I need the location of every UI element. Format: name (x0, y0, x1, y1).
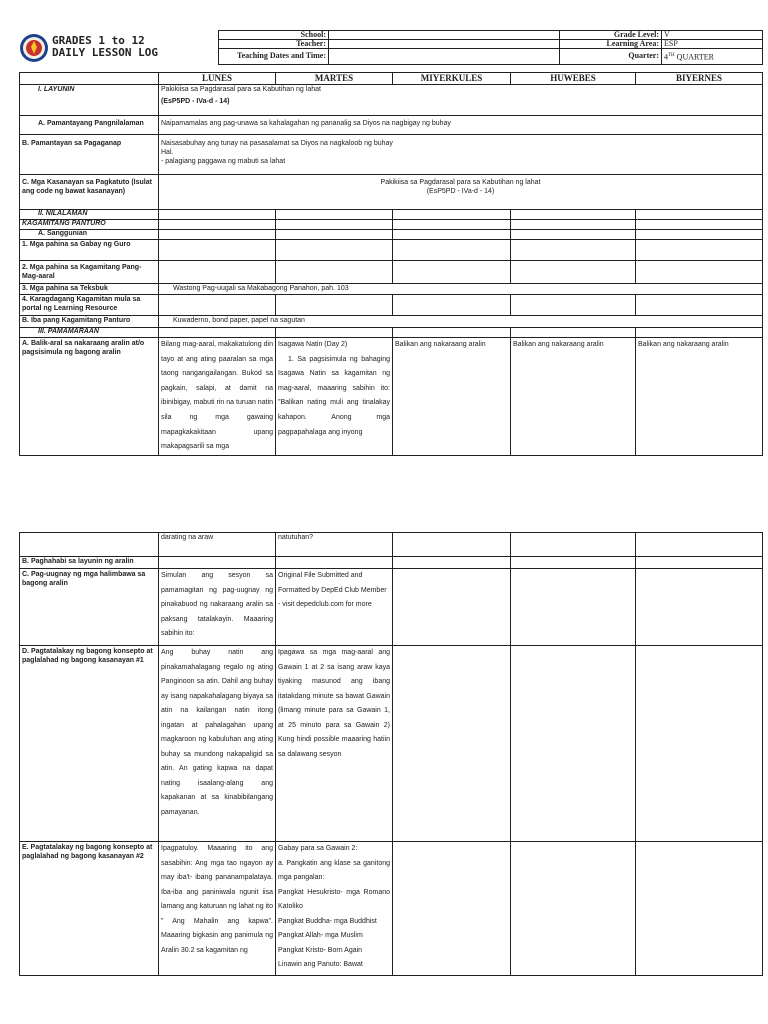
school-field[interactable] (329, 31, 560, 40)
grade-level-label: Grade Level: (560, 31, 662, 40)
row-pamantayang-label: A. Pamantayang Pangnilalaman (20, 116, 159, 135)
row-talakay-2-label: E. Pagtatalakay ng bagong konsepto at paglalahad ng bagong kasanayan #2 (20, 842, 159, 976)
row-teksbuk-label: 3. Mga pahina sa Teksbuk (20, 284, 159, 295)
row-kasanayan-label: C. Mga Kasanayan sa Pagkatuto (Isulat ang code ng bawat kasanayan) (20, 175, 159, 210)
row-sanggunian-label: A. Sanggunian (20, 230, 159, 240)
row-pamantayang-content: Naipamamalas ang pag-unawa sa kahalagahan ng pananalig sa Diyos na nagbigay ng buhay (159, 116, 763, 135)
row-gabay-label: 1. Mga pahina sa Gabay ng Guro (20, 240, 159, 261)
row-iba-label: B. Iba pang Kagamitang Panturo (20, 316, 159, 328)
quarter-label: Quarter: (560, 49, 662, 65)
teacher-field[interactable] (329, 40, 560, 49)
row-kagamitang-mag-label: 2. Mga pahina sa Kagamitang Pang-Mag-aaral (20, 261, 159, 284)
continued-martes: natutuhan? (276, 533, 393, 557)
continued-lunes: darating na araw (159, 533, 276, 557)
lesson-log-table-page1 (19, 72, 763, 456)
deped-seal-logo (19, 33, 49, 63)
row-layunin-label: I. LAYUNIN (20, 85, 159, 116)
row-iba-content: Kuwaderno, bond paper, papel na sagutan (159, 316, 763, 328)
pag-uugnay-lunes: Simulan ang sesyon sa pamamagitan ng pag-uugnay ng pinakabuod ng nakaraang aralin sa paksang tatalakayin. Maaaring sabihin ito: (159, 569, 276, 646)
row-talakay-1-label: D. Pagtatalakay ng bagong konsepto at paglalahad ng bagong kasanayan #1 (20, 646, 159, 842)
row-pagganap-content: Naisasabuhay ang tunay na pasasalamat sa Diyos na nagkaloob ng buhay Hal. - palagiang paggawa ng mabuti sa lahat (159, 135, 763, 175)
header-info-table (218, 30, 763, 65)
row-karagdagang-label: 4. Karagdagang Kagamitan mula sa portal ng Learning Resource (20, 295, 159, 316)
day-header-martes: MARTES (276, 73, 393, 85)
quarter-value: 4TH QUARTER (662, 49, 763, 65)
school-label: School: (219, 31, 329, 40)
balik-aral-miyerkules: Balikan ang nakaraang aralin (393, 338, 511, 456)
row-balik-aral-label: A. Balik-aral sa nakaraang aralin at/o pagsisimula ng bagong aralin (20, 338, 159, 456)
teaching-dates-field[interactable] (329, 49, 560, 65)
row-layunin-content: Pakikiisa sa Pagdarasal para sa Kabutihan ng lahat (EsP5PD - IVa-d - 14) (159, 85, 763, 116)
teaching-dates-label: Teaching Dates and Time: (219, 49, 329, 65)
grade-level-value: V (662, 31, 763, 40)
lesson-log-table-page2 (19, 532, 763, 976)
row-paghahabi-label: B. Paghahabi sa layunin ng aralin (20, 557, 159, 569)
row-teksbuk-content: Wastong Pag-uugali sa Makabagong Panahon, pah. 103 (159, 284, 763, 295)
title-daily-lesson-log: DAILY LESSON LOG (52, 46, 158, 59)
day-header-miyerkules: MIYERKULES (393, 73, 511, 85)
learning-area-label: Learning Area: (560, 40, 662, 49)
learning-area-value: ESP (662, 40, 763, 49)
row-pag-uugnay-label: C. Pag-uugnay ng mga halimbawa sa bagong aralin (20, 569, 159, 646)
row-pamamaraan-label: III. PAMAMARAAN (20, 328, 159, 338)
teacher-label: Teacher: (219, 40, 329, 49)
row-kagamitang-label: KAGAMITANG PANTURO (20, 220, 159, 230)
balik-aral-martes: Isagawa Natin (Day 2) 1. Sa pagsisimula ng bahaging Isagawa Natin sa kagamitan ng mag-aaral, maaaring sabihin ito: "Balikan nating muli ang tinalakay kahapon. Anong mga pagpapahalaga ang inyong (276, 338, 393, 456)
talakay-2-martes: Gabay para sa Gawain 2: a. Pangkatin ang klase sa ganitong mga pangalan: Pangkat Hesukristo- mga Romano Katoliko Pangkat Buddha- mga Buddhist Pangkat Allah- mga Muslim Pangkat Kristo- Born Again Linawin ang Panuto: Bawat (276, 842, 393, 976)
talakay-1-lunes: Ang buhay natin ang pinakamahalagang regalo ng ating Panginoon sa atin. Dahil ang buhay ay isang napakahalagang biyaya sa atin na kailangan natin itong ingatan at pahalagahan upang magkaroon ng kabuluhan ang ating buhay sa mundong nakapaligid sa atin. An gating kapwa na dapat nating isaalang-alang ang kapakanan at sa kinabibilangang pamayanan. (159, 646, 276, 842)
day-header-lunes: LUNES (159, 73, 276, 85)
talakay-2-lunes: Ipagpatuloy. Maaaring ito ang sasabihin: Ang mga tao ngayon ay may iba't- ibang pananampalataya. Iba-iba ang paniniwala ngunit iisa lamang ang katuruan ng lahat ng ito " Ang Mahalin ang kapwa". Maaaring bigkasin ang panimula ng Aralin 30.2 sa kagamitan ng (159, 842, 276, 976)
row-pagganap-label: B. Pamantayan sa Pagaganap (20, 135, 159, 175)
day-header-biyernes: BIYERNES (636, 73, 763, 85)
balik-aral-biyernes: Balikan ang nakaraang aralin (636, 338, 763, 456)
row-nilalaman-label: II. NILALAMAN (20, 210, 159, 220)
pag-uugnay-martes: Original File Submitted and Formatted by DepEd Club Member - visit depedclub.com for more (276, 569, 393, 646)
title-grades: GRADES 1 to 12 (52, 34, 145, 47)
balik-aral-huwebes: Balikan ang nakaraang aralin (511, 338, 636, 456)
row-kasanayan-content: Pakikiisa sa Pagdarasal para sa Kabutihan ng lahat (EsP5PD - IVa-d - 14) (159, 175, 763, 210)
balik-aral-lunes: Bilang mag-aaral, makakatulong din tayo at ang ating paaralan sa mga taong nangangailangan. Bukod sa pagkain, salapi, at damit na ibinibigay, mabuti rin na turuan natin sila ng mga gawaing mapagkakakitaan upang makapagsarili sa mga (159, 338, 276, 456)
day-header-huwebes: HUWEBES (511, 73, 636, 85)
talakay-1-martes: Ipagawa sa mga mag-aaral ang Gawain 1 at 2 sa isang araw kaya tiyaking masunod ang ibang itatakdang minute sa bawat Gawain (limang minute para sa Gawain 1, at 25 minuto para sa Gawain 2) Kung hindi possible maaaring hatiin sa dalawang sesyon (276, 646, 393, 842)
